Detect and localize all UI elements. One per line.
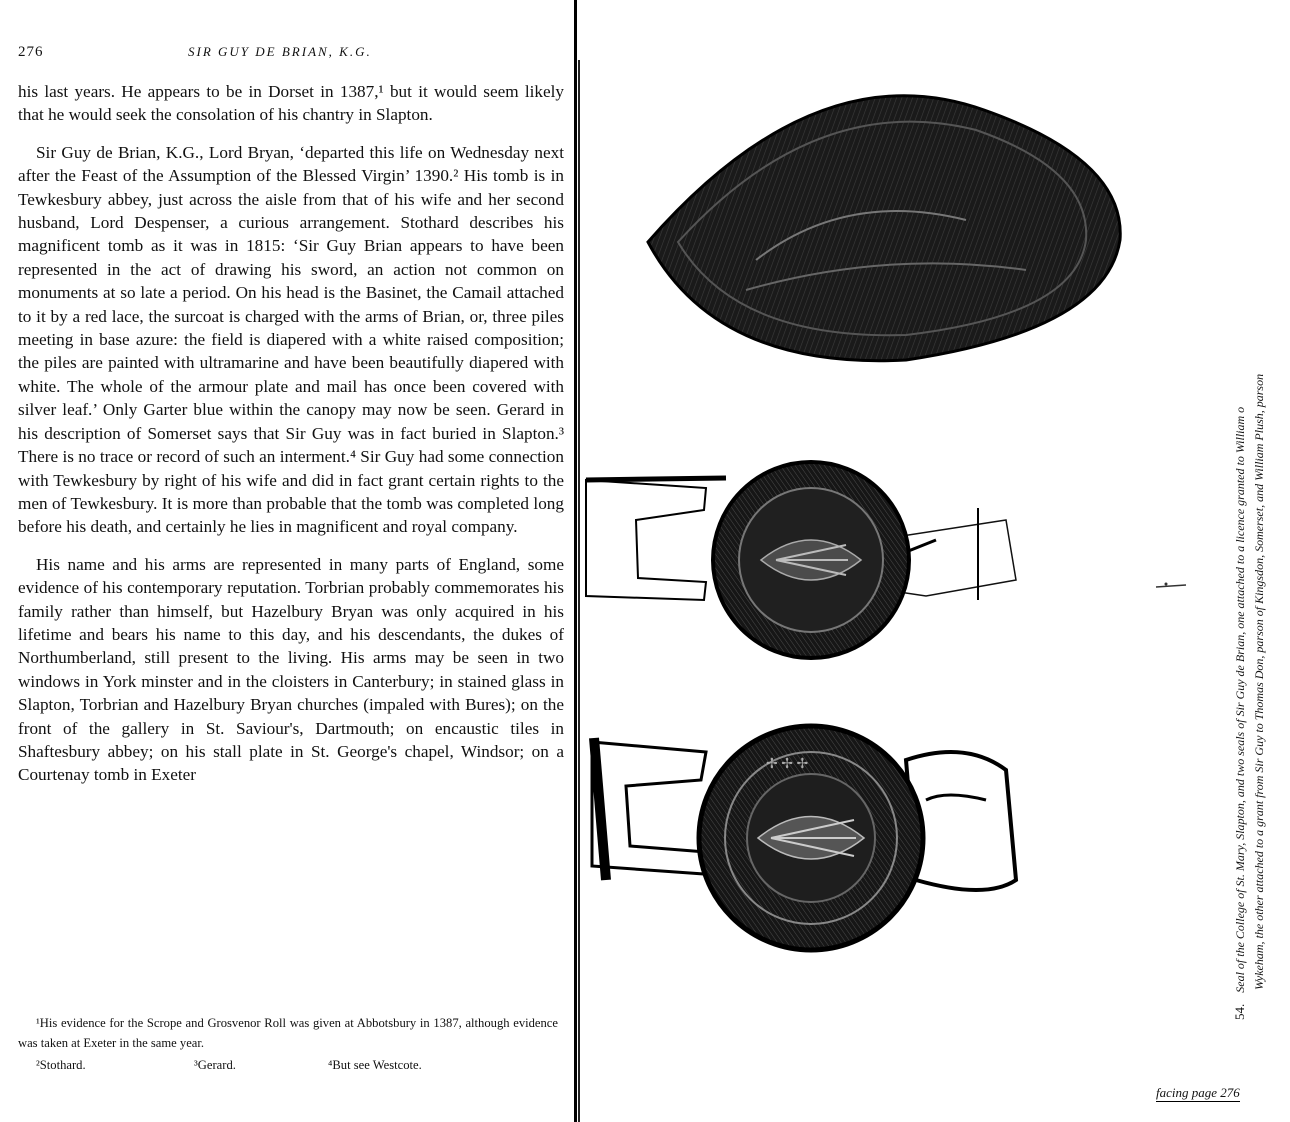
footnotes bbox=[18, 1013, 558, 1053]
paragraph-2: Sir Guy de Brian, K.G., Lord Bryan, ‘departed this life on Wednesday next after the Feast of the Assumption of the Blessed Virgin’ 1390.² His tomb is in Tewkesbury abbey, just across the aisle from that of his wife and her second husband, Lord Despenser, a curious arrangement. Stothard describes his magnificent tomb as it was in 1815: ‘Sir Guy Brian appears to have been represented in the act of drawing his sword, an action not common on monuments at so late a period. On his head is the Basinet, the Camail attached to it by a red lace, the surcoat is charged with the arms of Brian, or, three piles meeting in base azure: the field is diapered with a white raised composition; the piles are painted with ultramarine and have been beautifully diapered with white. The whole of the armour plate and mail has once been covered with silver leaf.’ Only Garter blue within the canopy may now be seen. Gerard in his description of Somerset says that Sir Guy was in fact buried in Slapton.³ There is no trace or record of such an interment.⁴ Sir Guy had some connection with Tewkesbury by right of his wife and did in fact grant certain rights to the men of Tewkesbury. It is more than probable that the tomb was completed long before his death, and certainly he lies in magnificent and royal company. bbox=[18, 142, 564, 537]
plate-caption bbox=[1210, 60, 1270, 1020]
body-text bbox=[18, 80, 564, 787]
footnote-1: ¹His evidence for the Scrope and Grosvenor Roll was given at Abbotsbury in 1387, although evidence was taken at Exeter in the same year. bbox=[18, 1016, 558, 1050]
facing-page-label: facing page 276 bbox=[1156, 1085, 1240, 1100]
plate-number: 54. bbox=[1232, 1003, 1247, 1020]
gutter-line bbox=[574, 0, 577, 1122]
caption-line-2: Wykeham, the other attached to a grant from Sir Guy to Thomas Don, parson of Kingsdon, Somerset, and William Plush, parson bbox=[1252, 373, 1266, 990]
left-page bbox=[0, 0, 574, 1122]
page-number: 276 bbox=[18, 44, 44, 60]
college-seal bbox=[648, 96, 1120, 361]
svg-text:✢ ✢ ✢: ✢ ✢ ✢ bbox=[766, 757, 809, 772]
paragraph-3: His name and his arms are represented in many parts of England, some evidence of his contemporary reputation. Torbrian probably commemorates his family rather than himself, but Hazelbury Bryan was only acquired in his lifetime and bears his name to this day, and his descendants, the dukes of Northumberland, still present to the living. His arms may be seen in two windows in York minster and in the cloisters in Canterbury; in stained glass in Slapton, Torbrian and Hazelbury Bryan churches (impaled with Bures); on the front of the gallery in St. Saviour's, Dartmouth; on encaustic tiles in Shaftesbury abbey; on his stall plate in St. George's chapel, Windsor; on a Courtenay tomb in Exeter bbox=[18, 554, 564, 785]
footnote-2: ²Stothard. bbox=[36, 1058, 86, 1072]
page-header bbox=[18, 44, 558, 66]
footnote-4: ⁴But see Westcote. bbox=[328, 1058, 422, 1072]
brian-seal-2 bbox=[592, 726, 1016, 950]
brian-seal-1 bbox=[586, 462, 1186, 658]
caption-line-1: Seal of the College of St. Mary, Slapton, and two seals of Sir Guy de Brian, one attached to a licence granted to William o bbox=[1233, 406, 1247, 993]
running-title: SIR GUY DE BRIAN, K.G. bbox=[188, 44, 372, 59]
footnote-3: ³Gerard. bbox=[194, 1058, 236, 1072]
gutter-shadow bbox=[578, 60, 580, 1122]
page-gutter bbox=[570, 0, 586, 1122]
seals-illustration bbox=[586, 0, 1264, 1122]
plate-page bbox=[586, 0, 1264, 1122]
paragraph-1: his last years. He appears to be in Dorset in 1387,¹ but it would seem likely that he would seek the consolation of his chantry in Slapton. bbox=[18, 82, 564, 125]
